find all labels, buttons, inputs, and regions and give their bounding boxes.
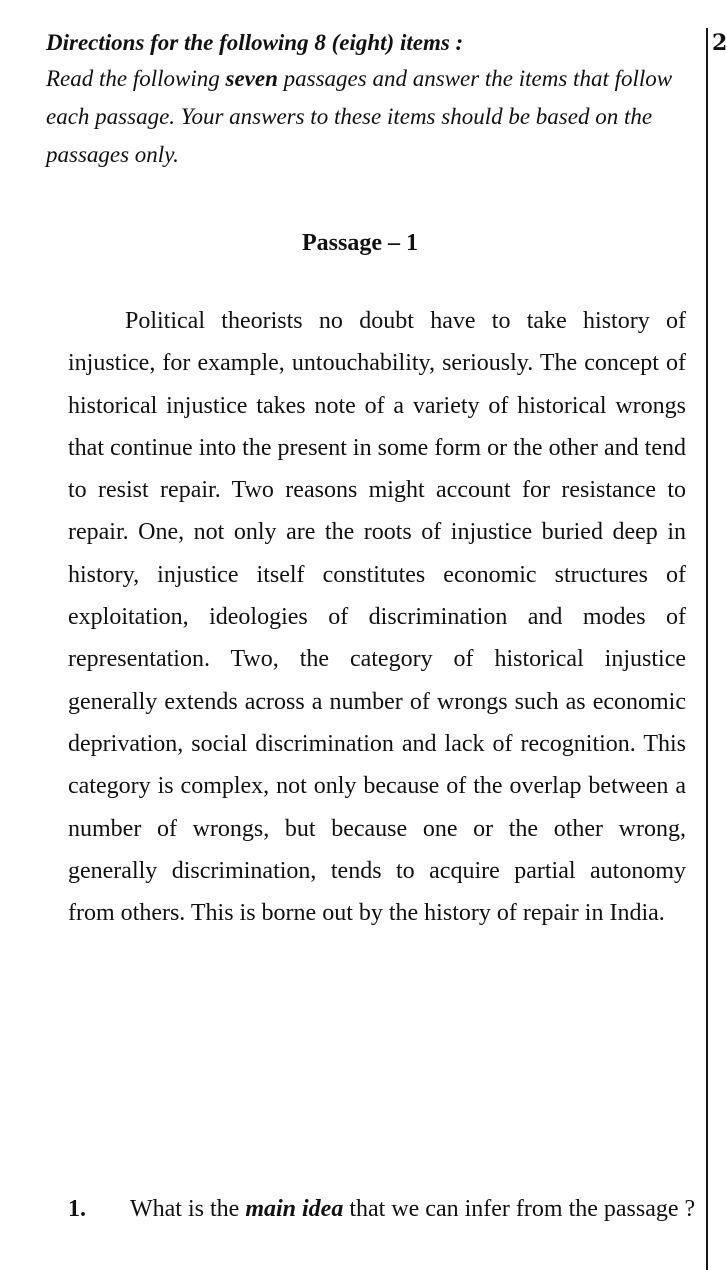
passage-text: Political theorists no doubt have to take history of injustice, for example, untouchability, seriously. The concept of historical injustice takes note of a variety of historical wrongs that continue into the present in some form or the other and tend to resist repair. Two reasons might account for resistance to repair. One, not only are the roots of injustice buried deep in history, injustice itself constitutes economic structures of exploitation, ideologies of discrimination and modes of representation. Two, the category of historical injustice generally extends across a number of wrongs such as economic deprivation, social discrimination and lack of recognition. This category is complex, not only because of the overlap between a number of wrongs, but because one or the other wrong, generally discrimination, tends to acquire partial autonomy from others. This is borne out by the history of repair in India. (68, 308, 686, 927)
question-text-part: What is the (130, 1196, 246, 1222)
directions-body (46, 60, 706, 174)
directions-text-part: passages and answer the items that follow each passage. Your answers to these items should be based on the passages only. (46, 66, 673, 167)
question-number: 1. (68, 1196, 86, 1222)
directions-text-part: Read the following (46, 66, 226, 91)
question-text (130, 1190, 713, 1228)
directions-block (46, 30, 706, 174)
directions-emphasis: seven (225, 66, 278, 91)
question-emphasis: main idea (245, 1196, 344, 1222)
question-text-part: that we can infer from the passage ? (343, 1196, 696, 1222)
passage-title: Passage – 1 (302, 230, 418, 256)
cut-off-page-number: 2 (712, 30, 727, 56)
question-item (68, 1190, 713, 1228)
column-divider (706, 28, 708, 1270)
directions-heading: Directions for the following 8 (eight) items : (46, 30, 464, 55)
